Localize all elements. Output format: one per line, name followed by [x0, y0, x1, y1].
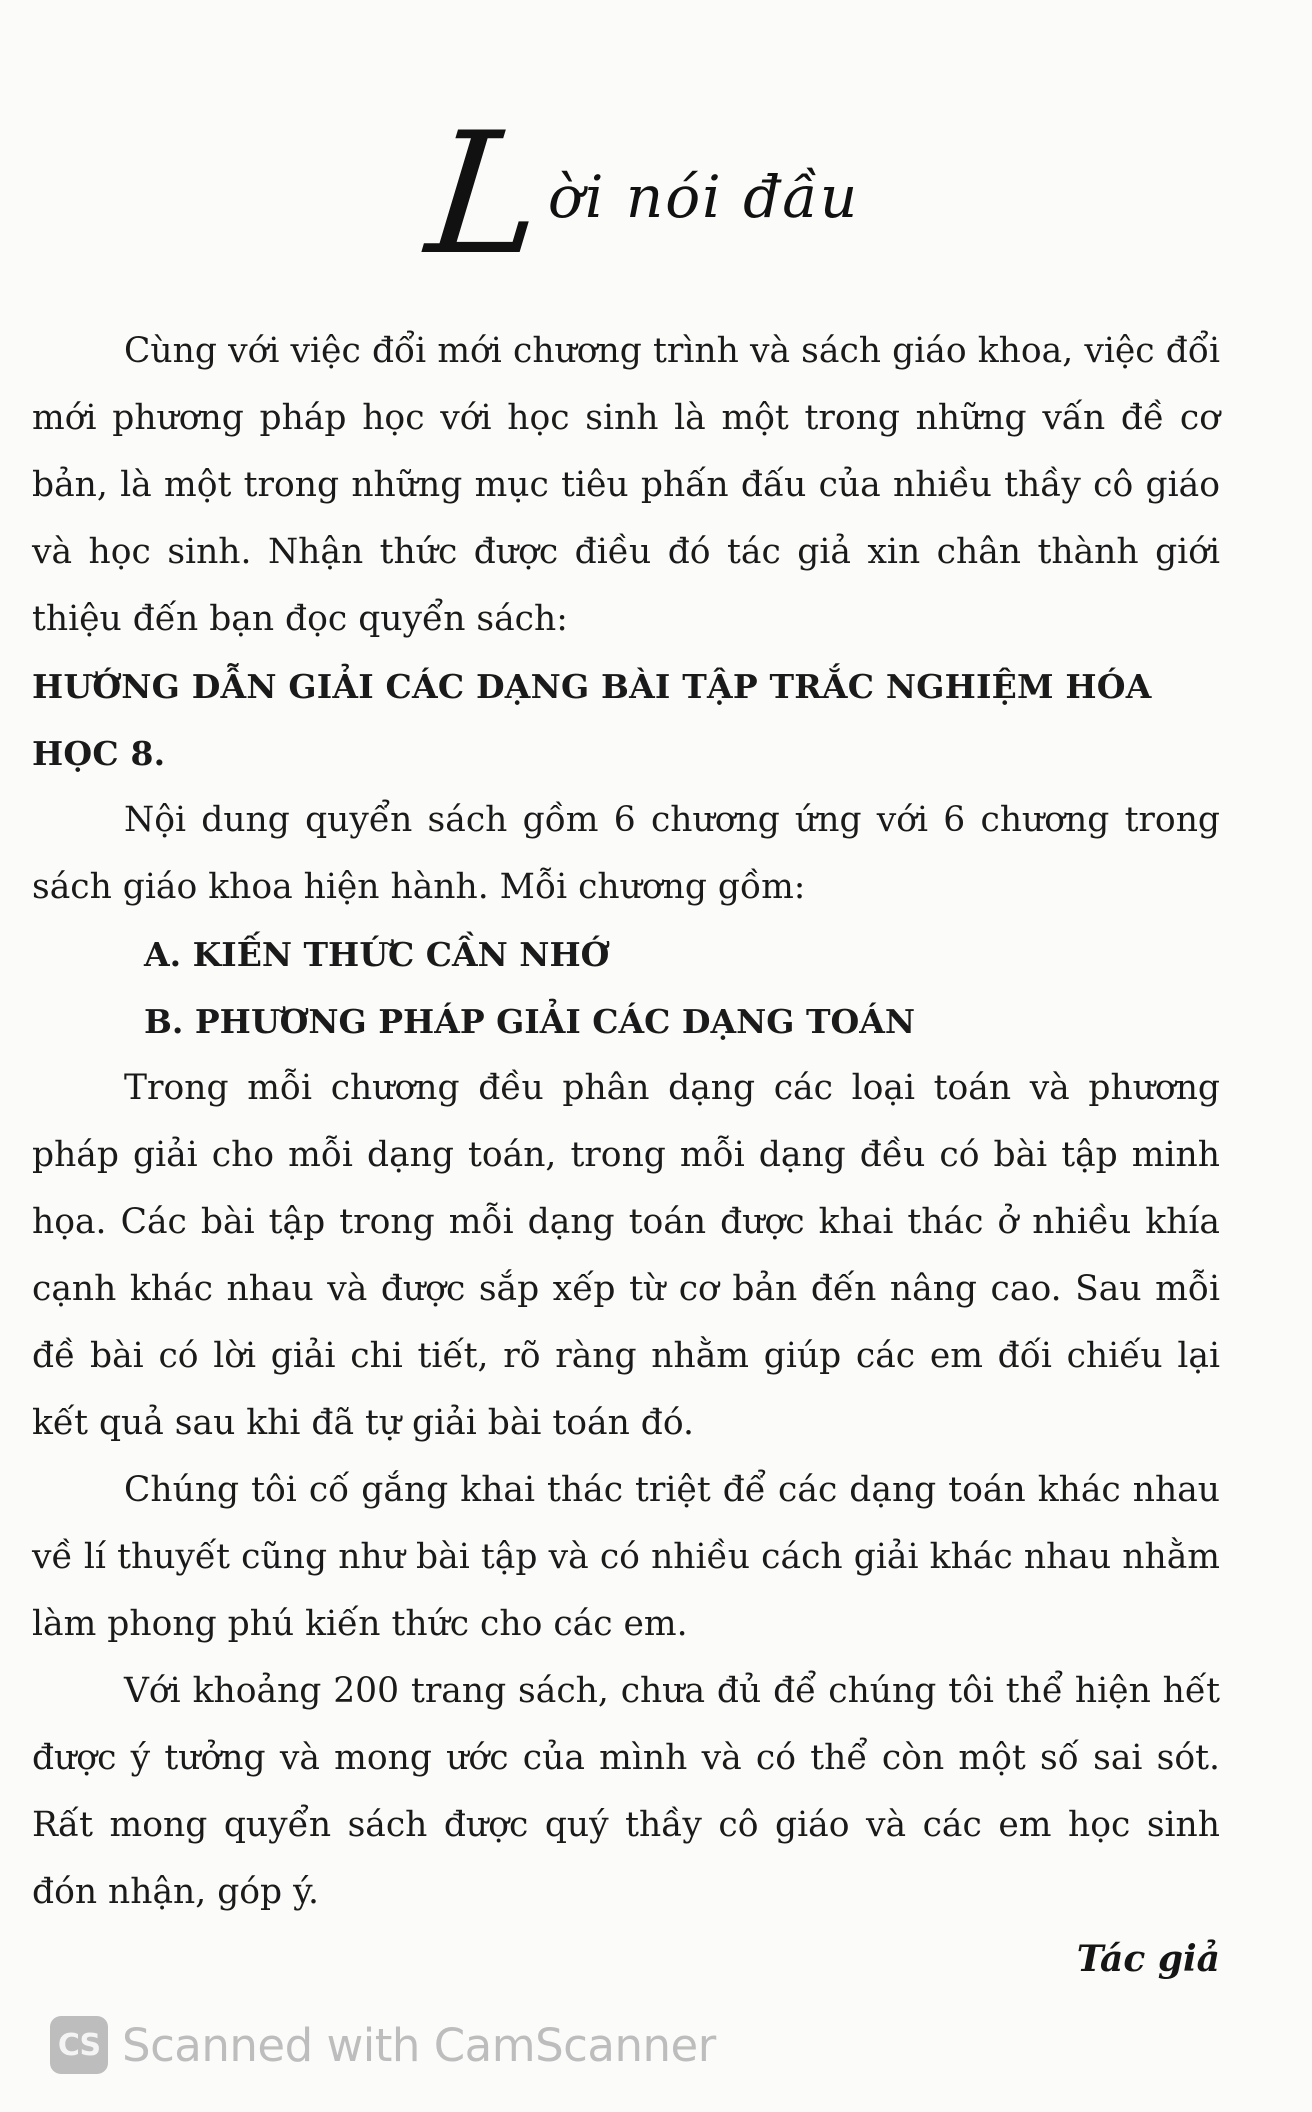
paragraph-closing: Với khoảng 200 trang sách, chưa đủ để chúng tôi thể hiện hết được ý tưởng và mong ước của mình và có thể còn một số sai sót. Rất mong quyển sách được quý thầy cô giáo và các em học sinh đón nhận, góp ý. — [32, 1671, 1220, 1912]
paragraph-method: Trong mỗi chương đều phân dạng các loại toán và phương pháp giải cho mỗi dạng toán, trong mỗi dạng đều có bài tập minh họa. Các bài tập trong mỗi dạng toán được khai thác ở nhiều khía cạnh khác nhau và được sắp xếp từ cơ bản đến nâng cao. Sau mỗi đề bài có lời giải chi tiết, rõ ràng nhằm giúp các em đối chiếu lại kết quả sau khi đã tự giải bài toán đó. — [32, 1068, 1220, 1443]
page-title — [419, 96, 950, 292]
camscanner-watermark — [50, 2010, 716, 2080]
title-drop-cap: L — [419, 96, 552, 292]
section-b-heading: B. PHƯƠNG PHÁP GIẢI CÁC DẠNG TOÁN — [144, 1002, 916, 1041]
title-text: ời nói đầu — [548, 163, 860, 231]
author-signature: Tác giả — [1076, 1938, 1220, 1980]
paragraph-contents: Nội dung quyển sách gồm 6 chương ứng với 6 chương trong sách giáo khoa hiện hành. Mỗi chương gồm: — [32, 800, 1220, 907]
paragraph-intro: Cùng với việc đổi mới chương trình và sách giáo khoa, việc đổi mới phương pháp học với học sinh là một trong những vấn đề cơ bản, là một trong những mục tiêu phấn đấu của nhiều thầy cô giáo và học sinh. Nhận thức được điều đó tác giả xin chân thành giới thiệu đến bạn đọc quyển sách: — [32, 331, 1220, 639]
paragraph-effort: Chúng tôi cố gắng khai thác triệt để các dạng toán khác nhau về lí thuyết cũng như bài tập và có nhiều cách giải khác nhau nhằm làm phong phú kiến thức cho các em. — [32, 1470, 1220, 1644]
section-a-heading: A. KIẾN THỨC CẦN NHỚ — [144, 935, 610, 974]
camscanner-logo-icon: CS — [50, 2016, 108, 2074]
book-title: HƯỚNG DẪN GIẢI CÁC DẠNG BÀI TẬP TRẮC NGHIỆM HÓA HỌC 8. — [32, 667, 1152, 773]
watermark-text: Scanned with CamScanner — [122, 2018, 716, 2072]
preface-body — [32, 318, 1220, 1926]
